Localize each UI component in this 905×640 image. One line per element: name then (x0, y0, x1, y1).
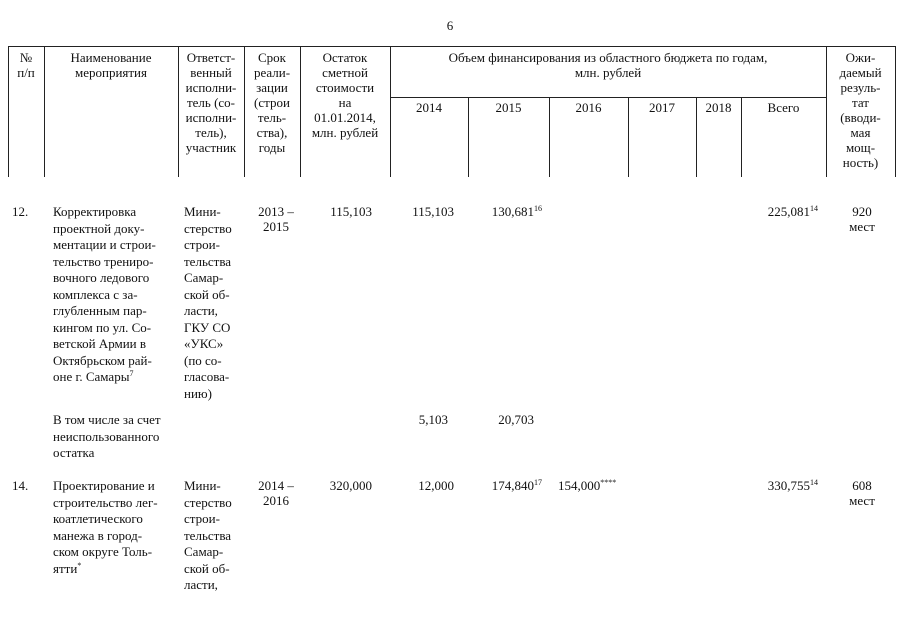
header-year-2017: 2017 (649, 100, 675, 115)
value-2014: 5,103 (418, 412, 448, 427)
footnote-mark: **** (600, 478, 617, 487)
value-2015-text: 130,681 (491, 204, 534, 219)
footnote-mark: 14 (810, 204, 818, 213)
executor: Мини- стерство строи- тельства Самар- ской об- ласти, ГКУ СО «УКС» (по со- гласова- нию) (184, 204, 232, 401)
header-year-2014: 2014 (416, 100, 442, 115)
value-2015 (460, 478, 542, 493)
header-remainder: Остаток сметной стоимости на 01.01.2014, млн. рублей (311, 50, 379, 140)
row-number: 14. (12, 478, 29, 493)
row-number: 12. (12, 204, 29, 219)
financing-subheader-line (390, 97, 826, 98)
value-2016-text: 154,000 (558, 478, 601, 493)
header-year-2016: 2016 (575, 100, 602, 115)
value-2015: 20,703 (498, 412, 534, 427)
term: 2014 – 2016 (258, 478, 294, 508)
header-name: Наименование мероприятия (70, 50, 152, 80)
footnote-mark: * (77, 560, 82, 570)
table-top-border (8, 46, 895, 47)
value-2014: 12,000 (418, 478, 454, 493)
value-total-text: 330,755 (767, 478, 810, 493)
event-name-text: Проектирование и строительство лег- коатлетического манежа в город- ском округе Толь- ятти (53, 478, 158, 576)
column-divider (895, 46, 896, 177)
value-2015 (460, 204, 542, 219)
expected-result: 608 мест (849, 478, 875, 508)
value-2016 (558, 478, 616, 493)
header-executor: Ответст- венный исполни- тель (со- исполни- тель), участник (185, 50, 237, 155)
header-result: Ожи- даемый резуль- тат (вводи- мая мощ- ность) (839, 50, 882, 170)
remainder-value: 115,103 (330, 204, 372, 219)
header-num: № п/п (17, 50, 35, 80)
header-year-2018: 2018 (705, 100, 732, 115)
header-year-2015: 2015 (495, 100, 522, 115)
header-financing: Объем финансирования из областного бюджета по годам, млн. рублей (448, 50, 768, 80)
footnote-mark: 14 (810, 478, 818, 487)
value-total-text: 225,081 (767, 204, 810, 219)
footnote-mark: 17 (534, 478, 542, 487)
event-name (53, 204, 156, 386)
event-name-text: Корректировка проектной доку- ментации и строи- тельство трениро- вочного ледового комплекса с за- глубленным пар- кингом по ул. Со- ветской Армии в Октябрьском рай- оне г. Самары (53, 204, 156, 384)
expected-result: 920 мест (849, 204, 875, 234)
value-total (734, 478, 818, 493)
remainder-value: 320,000 (329, 478, 372, 493)
page-number: 6 (446, 18, 454, 33)
term: 2013 – 2015 (258, 204, 294, 234)
sub-item-name: В том числе за счет неиспользованного остатка (53, 412, 161, 460)
event-name (53, 478, 158, 577)
footnote-mark: 7 (129, 369, 134, 378)
footnote-mark: 16 (534, 204, 542, 213)
value-2015-text: 174,840 (491, 478, 534, 493)
header-term: Срок реали- зации (строи тель- ства), годы (253, 50, 291, 155)
header-total: Всего (767, 100, 800, 115)
value-total (734, 204, 818, 219)
executor: Мини- стерство строи- тельства Самар- ской об- ласти, (184, 478, 232, 592)
value-2014: 115,103 (412, 204, 454, 219)
